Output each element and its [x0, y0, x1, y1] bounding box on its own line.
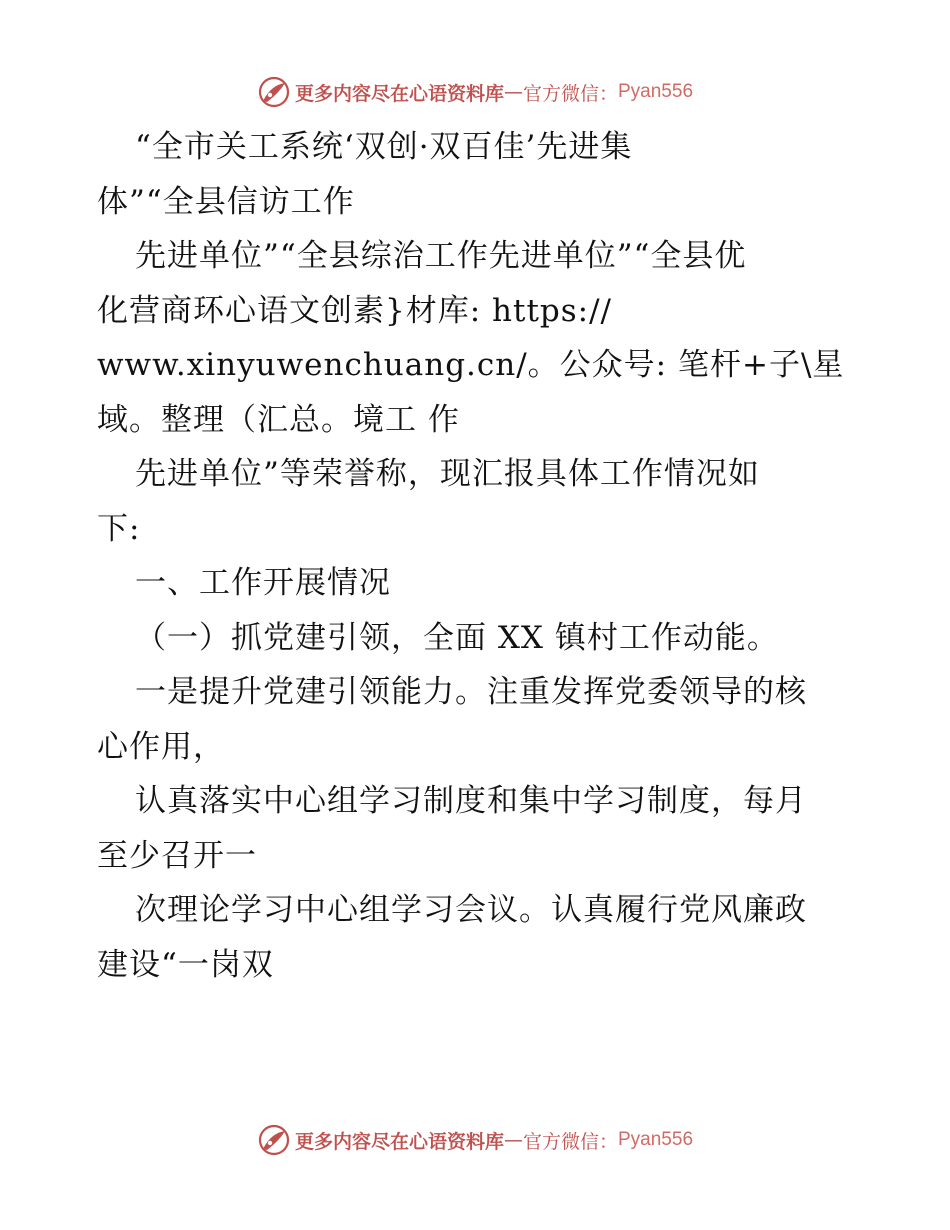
watermark-wechat-label: 官方微信： — [522, 82, 618, 105]
watermark-main-text: 更多内容尽在心语资料库 — [294, 82, 504, 105]
subsection-heading: （一）抓党建引领，全面 XX 镇村工作动能。 — [135, 619, 779, 656]
watermark-wechat-id: Pyan556 — [618, 81, 694, 102]
text-line: 次理论学习中心组学习会议。认真履行党风廉政 — [135, 892, 807, 928]
watermark-main-text: 更多内容尽在心语资料库 — [294, 1130, 504, 1153]
watermark-wechat-label: 官方微信： — [522, 1130, 618, 1153]
text-line: 域。整理（汇总。境工 作 — [97, 401, 460, 438]
text-line: www.xinyuwenchuang.cn/。公众号: 笔杆+子\星 — [97, 347, 845, 383]
section-heading: 一、工作开展情况 — [135, 565, 391, 601]
footer-watermark — [0, 1120, 950, 1160]
watermark-wechat-id: Pyan556 — [618, 1129, 694, 1150]
text-line: 至少召开一 — [97, 837, 257, 874]
text-line: 化营商环心语文创素}材库: https:// — [97, 292, 612, 329]
watermark-separator: — — [503, 1129, 523, 1151]
text-line: 先进单位”等荣誉称，现汇报具体工作情况如 — [135, 456, 760, 492]
text-line: 体”“全县信访工作 — [97, 183, 355, 220]
pen-logo-icon — [257, 1123, 291, 1157]
watermark-separator: — — [503, 81, 523, 103]
document-body — [97, 120, 887, 992]
text-line: 一是提升党建引领能力。注重发挥党委领导的核 — [135, 674, 807, 710]
text-line: 先进单位”“全县综治工作先进单位”“全县优 — [135, 238, 747, 274]
text-line: 建设“一岗双 — [97, 946, 274, 983]
text-line: 下: — [97, 510, 141, 547]
text-line: 认真落实中心组学习制度和集中学习制度，每月 — [135, 783, 807, 819]
text-line: “全市关工系统‘双创·双百佳’先进集 — [135, 129, 633, 165]
header-watermark — [0, 72, 950, 112]
text-line: 心作用， — [97, 728, 225, 765]
pen-logo-icon — [257, 75, 291, 109]
